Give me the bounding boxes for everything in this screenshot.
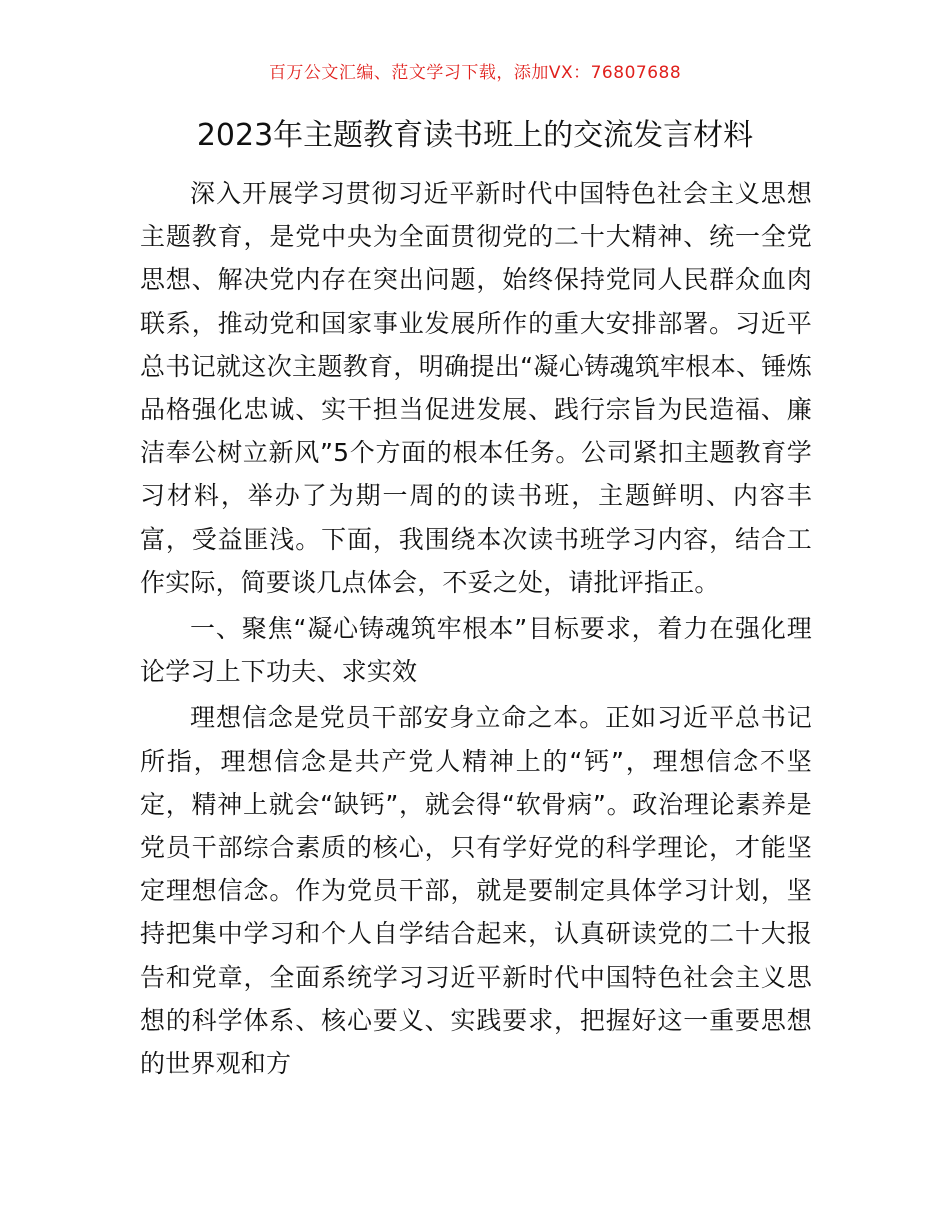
section-heading-1: 一、聚焦“凝心铸魂筑牢根本”目标要求，着力在强化理论学习上下功夫、求实效: [140, 614, 812, 687]
paragraph-intro: 深入开展学习贯彻习近平新时代中国特色社会主义思想主题教育，是党中央为全面贯彻党的二十大精神、统一全党思想、解决党内存在突出问题，始终保持党同人民群众血肉联系，推动党和国家事业发展所作的重大安排部署。习近平总书记就这次主题教育，明确提出“凝心铸魂筑牢根本、锤炼品格强化忠诚、实干担当促进发展、践行宗旨为民造福、廉洁奉公树立新风”5个方面的根本任务。公司紧扣主题教育学习材料，举办了为期一周的的读书班，主题鲜明、内容丰富，受益匪浅。下面，我围绕本次读书班学习内容，结合工作实际，简要谈几点体会，不妥之处，请批评指正。: [140, 179, 812, 597]
paragraph-section-1: 理想信念是党员干部安身立命之本。正如习近平总书记所指，理想信念是共产党人精神上的“钙”，理想信念不坚定，精神上就会“缺钙”，就会得“软骨病”。政治理论素养是党员干部综合素质的核心，只有学好党的科学理论，才能坚定理想信念。作为党员干部，就是要制定具体学习计划，坚持把集中学习和个人自学结合起来，认真研读党的二十大报告和党章，全面系统学习习近平新时代中国特色社会主义思想的科学体系、核心要义、实践要求，把握好这一重要思想的世界观和方: [140, 703, 812, 1079]
header-note: 百万公文汇编、范文学习下载，添加VX：76807688: [268, 63, 682, 83]
document-body: [140, 172, 812, 1085]
document-title: 2023年主题教育读书班上的交流发言材料: [196, 118, 754, 153]
